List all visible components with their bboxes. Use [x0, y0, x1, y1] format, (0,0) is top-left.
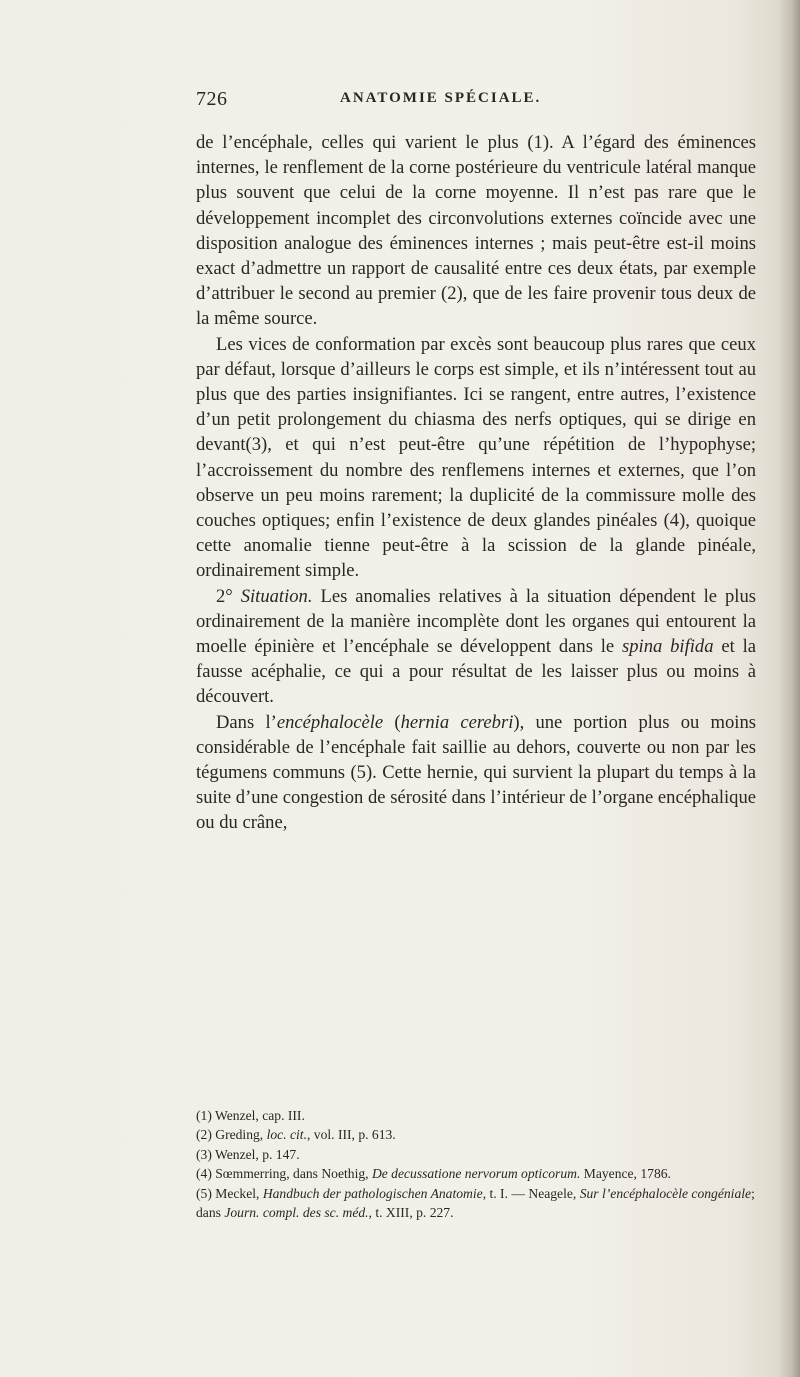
footnote-1: (1) Wenzel, cap. III. — [196, 1108, 305, 1123]
page-edge-shadow — [778, 0, 800, 1377]
footnote-2 — [196, 1125, 762, 1144]
paragraph-1: de l’encéphale, celles qui varient le plus (1). A l’égard des éminences internes, le renflement de la corne postérieure du ventricule latéral manque plus souvent que celui de la corne moyenne. Il n’est pas rare que le développement incomplet des circonvolutions externes coïncide avec une disposition analogue des éminences internes ; mais peut-être est-il moins exact d’admettre un rapport de causalité entre ces deux états, par exemple d’attribuer le second au premier (2), que de les faire provenir tous deux de la même source. — [196, 132, 756, 330]
footnote-text: (4) Sœmmerring, dans Noethig, — [196, 1166, 372, 1182]
footnote-3: (3) Wenzel, p. 147. — [196, 1146, 300, 1162]
section-heading: Situation. — [240, 585, 313, 607]
paragraph-2: Les vices de conformation par excès sont beaucoup plus rares que ceux par défaut, lorsque d’ailleurs le corps est simple, et ils n’intéressent tout au plus que des parties insignifiantes. Ici se rangent, entre autres, l’existence d’un petit prolongement du chiasma des nerfs optiques, qui se dirige en devant(3), et qui n’est peut-être qu’une répétition de l’hypophyse; l’accroissement du nombre des renflemens internes et externes, que l’on observe un peu moins rarement; la duplicité de la commissure molle des couches optiques; enfin l’existence de deux glandes pinéales (4), quoique cette anomalie tienne peut-être à la scission de la glande pinéale, ordinairement simple. — [196, 333, 756, 582]
section-number: 2° — [216, 585, 241, 607]
footnote-text: , t. XIII, p. 227. — [368, 1205, 454, 1221]
running-head: ANATOMIE SPÉCIALE. — [340, 90, 542, 106]
footnote-4 — [196, 1164, 762, 1183]
term-hernia-cerebri: hernia cerebri — [400, 711, 514, 733]
footnote-italic: loc. cit. — [266, 1127, 307, 1143]
footnote-italic: Journ. compl. des sc. méd. — [224, 1205, 369, 1221]
body-text — [196, 130, 756, 836]
term-spina-bifida: spina bifida — [622, 636, 714, 658]
paragraph-text: Les anomalies relatives à la situation dépendent le plus ordinairement de la manière incomplète dont les organes qui entourent la moelle épinière et l’encéphale se développent dans le — [196, 585, 756, 658]
footnote-text: , t. I. — Neagele, — [482, 1185, 580, 1201]
footnote-text: Mayence, 1786. — [580, 1166, 671, 1182]
term-encephalocele: encéphalocèle — [276, 711, 384, 733]
footnote-italic: De decussatione nervorum opticorum. — [371, 1166, 581, 1182]
page-number: 726 — [196, 88, 228, 110]
footnote-italic: Handbuch der pathologischen Anatomie — [262, 1185, 483, 1201]
footnote-text: (2) Greding, — [196, 1127, 267, 1143]
footnote-text: , vol. III, p. 613. — [306, 1127, 396, 1143]
footnote-5 — [196, 1184, 762, 1223]
footnote-text: ; dans — [196, 1185, 755, 1221]
paragraph-text: ), une portion plus ou moins considérable de l’encéphale fait saillie au dehors, couverte ou non par les tégumens communs (5). Cette hernie, qui survient la plupart du temps à la suite d’une congestion de sérosité dans l’intérieur de l’organe encéphalique ou du crâne, — [196, 711, 756, 834]
footnotes — [196, 1106, 762, 1222]
paragraph-4-encephalocele — [196, 710, 756, 836]
paragraph-text: et la fausse acéphalie, ce qui a pour résultat de les laisser plus ou moins à découvert. — [196, 636, 756, 708]
paragraph-text: ( — [383, 711, 401, 733]
paragraph-text: Dans l’ — [216, 711, 277, 733]
footnote-text: (5) Meckel, — [196, 1185, 263, 1201]
footnote-italic: Sur l’encéphalocèle congéniale — [579, 1185, 752, 1201]
page-header — [196, 88, 740, 112]
paragraph-3-situation — [196, 584, 756, 710]
